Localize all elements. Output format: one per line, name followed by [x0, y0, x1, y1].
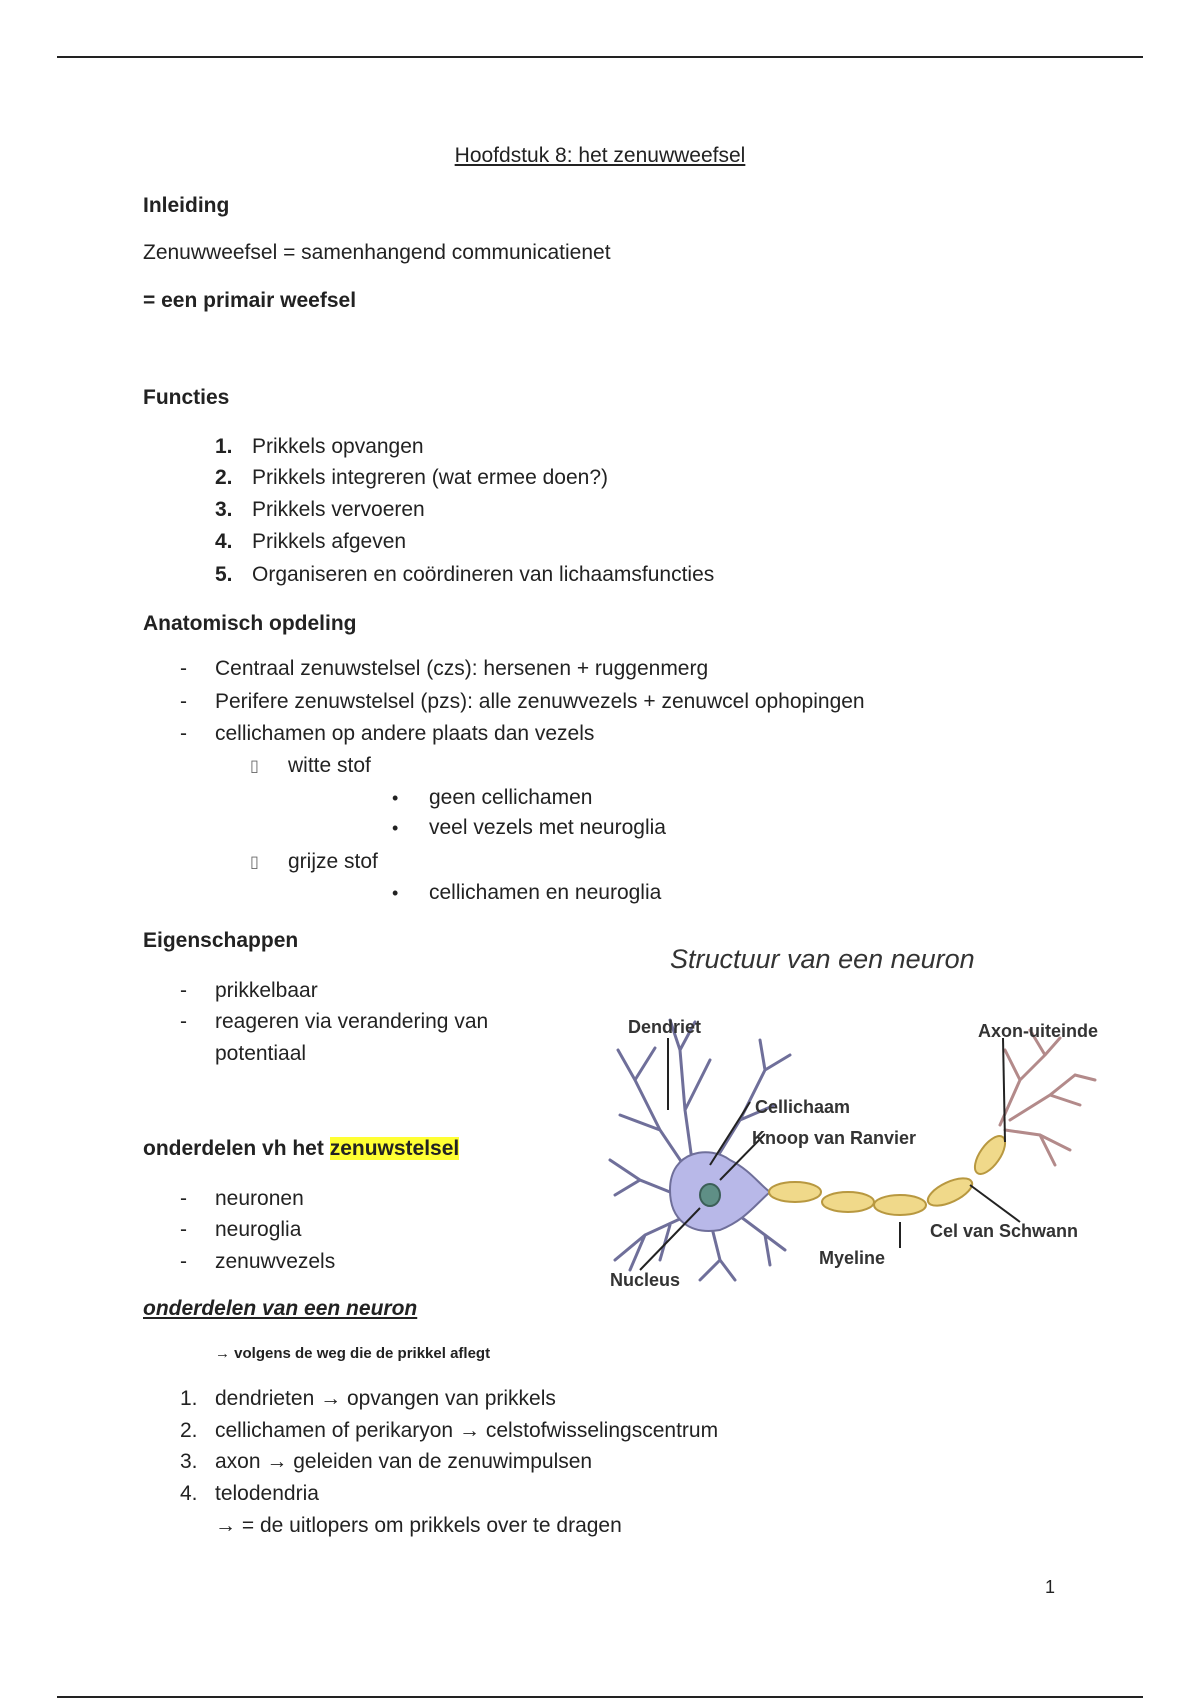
- list-number: 2.: [180, 1419, 198, 1442]
- label-axon-uiteinde: Axon-uiteinde: [978, 1021, 1098, 1041]
- list-item: Perifere zenuwstelsel (pzs): alle zenuwvezels + zenuwcel ophopingen: [215, 690, 865, 713]
- dash-marker: -: [180, 1010, 187, 1033]
- dash-marker: -: [180, 1218, 187, 1241]
- label-myeline: Myeline: [819, 1248, 886, 1268]
- heading-anatomisch-opdeling: Anatomisch opdeling: [143, 612, 357, 635]
- label-nucleus: Nucleus: [610, 1270, 681, 1290]
- label-knoop-van-ranvier: Knoop van Ranvier: [752, 1128, 917, 1148]
- description: geleiden van de zenuwimpulsen: [293, 1450, 593, 1473]
- top-rule: [57, 56, 1143, 58]
- bullet-icon: •: [392, 818, 399, 838]
- highlighted-term: zenuwstelsel: [329, 1137, 460, 1160]
- list-number: 3.: [180, 1450, 198, 1473]
- sub-text: = de uitlopers om prikkels over te dragen: [241, 1514, 622, 1537]
- heading-eigenschappen: Eigenschappen: [143, 929, 299, 952]
- list-item: telodendria: [215, 1482, 319, 1505]
- list-number: 4.: [215, 530, 233, 553]
- nucleus-shape: [700, 1184, 720, 1206]
- heading-inleiding: Inleiding: [143, 194, 230, 217]
- list-number: 4.: [180, 1482, 198, 1505]
- list-item-continued: potentiaal: [215, 1042, 307, 1065]
- list-item: Prikkels integreren (wat ermee doen?): [252, 466, 608, 489]
- list-item: prikkelbaar: [215, 979, 318, 1002]
- list-item: veel vezels met neuroglia: [429, 816, 666, 839]
- arrow-icon: →: [320, 1387, 342, 1410]
- label-dendriet: Dendriet: [628, 1017, 702, 1037]
- page-title-text: Hoofdstuk 8: het zenuwweefsel: [454, 144, 746, 167]
- description: opvangen van prikkels: [346, 1387, 556, 1410]
- label-cellichaam: Cellichaam: [755, 1097, 851, 1117]
- intro-line-1: Zenuwweefsel = samenhangend communicatienet: [143, 241, 611, 264]
- arrow-icon: →: [266, 1450, 288, 1473]
- heading-functies: Functies: [143, 386, 230, 409]
- list-item: geen cellichamen: [429, 786, 593, 809]
- list-item: [215, 1419, 718, 1443]
- dash-marker: -: [180, 1250, 187, 1273]
- neuron-note: [215, 1345, 490, 1362]
- list-item: Prikkels vervoeren: [252, 498, 425, 521]
- axon-terminal-shape: [1000, 1030, 1095, 1165]
- label-cel-van-schwann: Cel van Schwann: [930, 1221, 1079, 1241]
- list-number: 5.: [215, 563, 233, 586]
- list-item-grijze-stof: grijze stof: [288, 850, 378, 873]
- list-number: 1.: [180, 1387, 198, 1410]
- heading-text: onderdelen vh het: [143, 1137, 330, 1160]
- list-item: neuronen: [215, 1187, 304, 1210]
- list-item: cellichamen op andere plaats dan vezels: [215, 722, 595, 745]
- list-item: neuroglia: [215, 1218, 302, 1241]
- list-item-witte-stof: witte stof: [288, 754, 371, 777]
- list-item: cellichamen en neuroglia: [429, 881, 662, 904]
- list-item: Prikkels opvangen: [252, 435, 424, 458]
- term: axon: [215, 1450, 261, 1473]
- list-item: Centraal zenuwstelsel (czs): hersenen + ruggenmerg: [215, 657, 709, 680]
- dash-marker: -: [180, 1187, 187, 1210]
- term: dendrieten: [215, 1387, 315, 1410]
- arrow-icon: →: [215, 1345, 230, 1362]
- description: celstofwisselingscentrum: [485, 1419, 719, 1442]
- page-number: 1: [1045, 1577, 1056, 1597]
- list-number: 1.: [215, 435, 233, 458]
- missing-glyph-icon: ▯: [250, 758, 259, 775]
- bottom-rule: [57, 1696, 1143, 1698]
- list-item: [215, 1387, 556, 1411]
- missing-glyph-icon: ▯: [250, 854, 259, 871]
- dash-marker: -: [180, 657, 187, 680]
- list-item: [215, 1450, 592, 1474]
- list-item: Prikkels afgeven: [252, 530, 407, 553]
- intro-line-2: = een primair weefsel: [143, 289, 357, 312]
- arrow-icon: →: [458, 1419, 480, 1442]
- list-item: Organiseren en coördineren van lichaamsfuncties: [252, 563, 715, 586]
- arrow-icon: →: [215, 1514, 236, 1537]
- page-title: [0, 144, 1200, 168]
- neuron-diagram: [600, 930, 1120, 1300]
- list-number: 3.: [215, 498, 233, 521]
- dash-marker: -: [180, 722, 187, 745]
- list-item-sub: [215, 1514, 622, 1538]
- note-text: volgens de weg die de prikkel aflegt: [234, 1345, 491, 1362]
- bullet-icon: •: [392, 788, 399, 808]
- list-number: 2.: [215, 466, 233, 489]
- list-item: zenuwvezels: [215, 1250, 336, 1273]
- dash-marker: -: [180, 979, 187, 1002]
- bullet-icon: •: [392, 883, 399, 903]
- dendrites-shape: [610, 1020, 790, 1280]
- diagram-title: Structuur van een neuron: [670, 944, 975, 974]
- dash-marker: -: [180, 690, 187, 713]
- list-item: reageren via verandering van: [215, 1010, 489, 1033]
- heading-onderdelen-zenuwstelsel: [143, 1137, 459, 1161]
- heading-onderdelen-neuron: onderdelen van een neuron: [143, 1297, 418, 1320]
- term: cellichamen of perikaryon: [215, 1419, 454, 1442]
